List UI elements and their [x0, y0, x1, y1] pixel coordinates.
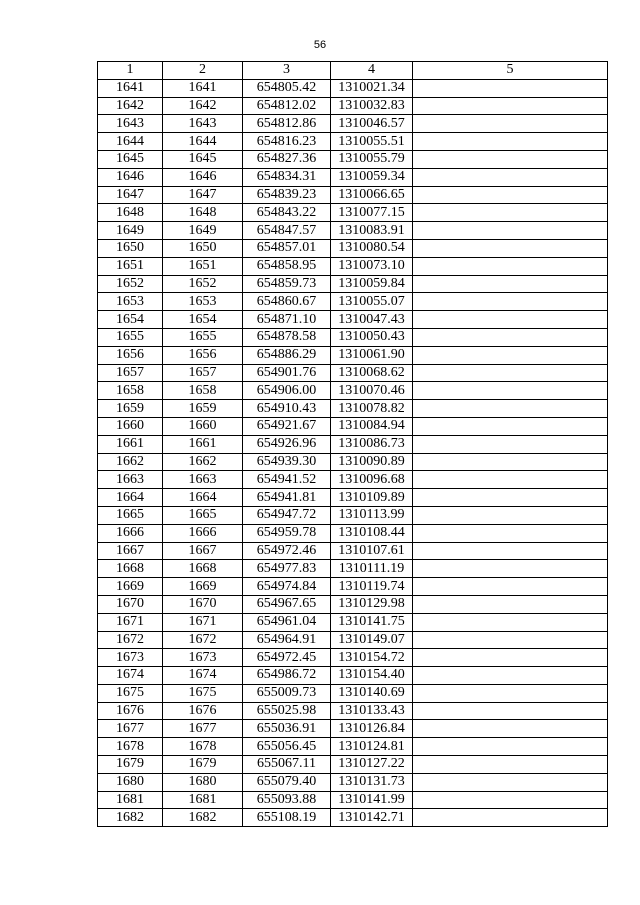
table-cell: 1676 — [98, 702, 163, 720]
table-cell: 1310142.71 — [331, 809, 413, 827]
table-cell — [413, 791, 608, 809]
table-cell: 1663 — [98, 471, 163, 489]
table-row — [98, 578, 608, 596]
table-row — [98, 400, 608, 418]
table-cell: 1310111.19 — [331, 560, 413, 578]
table-cell: 1674 — [98, 667, 163, 685]
table-cell — [413, 702, 608, 720]
table-cell: 1656 — [163, 346, 243, 364]
table-cell: 1670 — [163, 595, 243, 613]
table-cell — [413, 400, 608, 418]
table-cell — [413, 222, 608, 240]
table-cell — [413, 435, 608, 453]
table-cell — [413, 364, 608, 382]
table-cell — [413, 542, 608, 560]
table-cell: 1310109.89 — [331, 489, 413, 507]
table-cell: 1645 — [163, 150, 243, 168]
table-cell: 1669 — [163, 578, 243, 596]
table-cell — [413, 809, 608, 827]
table-row — [98, 115, 608, 133]
table-cell: 1643 — [163, 115, 243, 133]
table-cell: 1653 — [163, 293, 243, 311]
table-cell: 1660 — [98, 417, 163, 435]
table-cell — [413, 79, 608, 97]
table-cell: 1668 — [98, 560, 163, 578]
table-cell: 1310068.62 — [331, 364, 413, 382]
table-cell: 654974.84 — [243, 578, 331, 596]
table-cell: 1650 — [163, 239, 243, 257]
table-cell — [413, 756, 608, 774]
table-cell: 654886.29 — [243, 346, 331, 364]
table-header — [98, 62, 608, 80]
table-row — [98, 738, 608, 756]
table-cell: 654816.23 — [243, 133, 331, 151]
table-cell: 654921.67 — [243, 417, 331, 435]
table-cell: 1310126.84 — [331, 720, 413, 738]
table-cell — [413, 471, 608, 489]
table-row — [98, 257, 608, 275]
table-cell: 654812.86 — [243, 115, 331, 133]
column-header: 2 — [163, 62, 243, 80]
table-cell: 655108.19 — [243, 809, 331, 827]
table-cell: 1649 — [98, 222, 163, 240]
table-cell: 654847.57 — [243, 222, 331, 240]
table-row — [98, 489, 608, 507]
table-cell: 1650 — [98, 239, 163, 257]
table-cell — [413, 613, 608, 631]
table-cell — [413, 578, 608, 596]
table-cell: 1657 — [98, 364, 163, 382]
table-cell: 1682 — [98, 809, 163, 827]
table-cell: 654858.95 — [243, 257, 331, 275]
table-cell: 1679 — [98, 756, 163, 774]
table-cell: 1645 — [98, 150, 163, 168]
column-header: 5 — [413, 62, 608, 80]
table-cell: 655025.98 — [243, 702, 331, 720]
table-cell — [413, 560, 608, 578]
table-cell — [413, 595, 608, 613]
table-cell: 1644 — [163, 133, 243, 151]
table-cell: 1310047.43 — [331, 311, 413, 329]
table-cell: 654859.73 — [243, 275, 331, 293]
table-row — [98, 542, 608, 560]
table-row — [98, 613, 608, 631]
table-row — [98, 435, 608, 453]
table-row — [98, 293, 608, 311]
table-cell: 1663 — [163, 471, 243, 489]
table-cell: 1678 — [163, 738, 243, 756]
table-cell: 1646 — [163, 168, 243, 186]
table-cell: 1661 — [163, 435, 243, 453]
table-cell: 1677 — [163, 720, 243, 738]
table-cell: 1657 — [163, 364, 243, 382]
table-cell: 1310107.61 — [331, 542, 413, 560]
table-cell — [413, 346, 608, 364]
table-row — [98, 506, 608, 524]
table-cell: 655067.11 — [243, 756, 331, 774]
table-cell: 1667 — [98, 542, 163, 560]
table-cell: 1666 — [163, 524, 243, 542]
table-row — [98, 133, 608, 151]
table-cell: 1648 — [163, 204, 243, 222]
table-cell: 1664 — [163, 489, 243, 507]
table-row — [98, 631, 608, 649]
table-cell: 1310055.07 — [331, 293, 413, 311]
table-cell: 1681 — [163, 791, 243, 809]
table-cell: 1651 — [163, 257, 243, 275]
table-row — [98, 97, 608, 115]
table-cell: 654843.22 — [243, 204, 331, 222]
table-cell: 1652 — [163, 275, 243, 293]
table-cell: 1669 — [98, 578, 163, 596]
table-cell: 1642 — [98, 97, 163, 115]
table-row — [98, 702, 608, 720]
table-cell: 1310124.81 — [331, 738, 413, 756]
table-cell: 1675 — [163, 684, 243, 702]
table-cell: 655036.91 — [243, 720, 331, 738]
table-cell: 1310149.07 — [331, 631, 413, 649]
table-row — [98, 150, 608, 168]
table-cell: 1646 — [98, 168, 163, 186]
table-row — [98, 222, 608, 240]
table-cell: 654967.65 — [243, 595, 331, 613]
table-cell: 1680 — [163, 773, 243, 791]
table-cell: 1665 — [163, 506, 243, 524]
table-cell — [413, 133, 608, 151]
table-cell: 654939.30 — [243, 453, 331, 471]
table-cell: 1671 — [98, 613, 163, 631]
table-cell: 1310059.34 — [331, 168, 413, 186]
table-cell: 1644 — [98, 133, 163, 151]
table-row — [98, 560, 608, 578]
table-cell — [413, 738, 608, 756]
table-row — [98, 275, 608, 293]
table-cell: 1680 — [98, 773, 163, 791]
table-row — [98, 382, 608, 400]
table-cell: 1310061.90 — [331, 346, 413, 364]
table-cell: 1668 — [163, 560, 243, 578]
table-cell: 1310127.22 — [331, 756, 413, 774]
table-row — [98, 791, 608, 809]
table-cell: 1678 — [98, 738, 163, 756]
table-cell: 1310032.83 — [331, 97, 413, 115]
table-cell: 1670 — [98, 595, 163, 613]
table-cell: 1662 — [163, 453, 243, 471]
table-row — [98, 773, 608, 791]
table-cell: 654805.42 — [243, 79, 331, 97]
table-cell: 1651 — [98, 257, 163, 275]
table-cell: 654972.46 — [243, 542, 331, 560]
table-cell — [413, 524, 608, 542]
table-cell: 1667 — [163, 542, 243, 560]
table-row — [98, 667, 608, 685]
table-cell — [413, 649, 608, 667]
table-cell: 1665 — [98, 506, 163, 524]
table-row — [98, 346, 608, 364]
table-cell: 1662 — [98, 453, 163, 471]
table-cell: 654972.45 — [243, 649, 331, 667]
table-cell: 654834.31 — [243, 168, 331, 186]
table-cell: 1310141.75 — [331, 613, 413, 631]
table-cell: 1310078.82 — [331, 400, 413, 418]
table-cell: 1310083.91 — [331, 222, 413, 240]
table-cell: 655056.45 — [243, 738, 331, 756]
table-cell: 1682 — [163, 809, 243, 827]
table-cell: 1666 — [98, 524, 163, 542]
table-row — [98, 364, 608, 382]
table-cell: 654901.76 — [243, 364, 331, 382]
table-cell: 1310141.99 — [331, 791, 413, 809]
table-cell: 1656 — [98, 346, 163, 364]
table-cell: 654857.01 — [243, 239, 331, 257]
table-row — [98, 79, 608, 97]
table-cell — [413, 773, 608, 791]
table-cell: 1310046.57 — [331, 115, 413, 133]
table-cell — [413, 97, 608, 115]
table-cell: 1677 — [98, 720, 163, 738]
table-cell: 654906.00 — [243, 382, 331, 400]
table-row — [98, 204, 608, 222]
table-cell: 1310086.73 — [331, 435, 413, 453]
table-cell: 1310113.99 — [331, 506, 413, 524]
table-cell — [413, 720, 608, 738]
page-number: 56 — [313, 39, 327, 51]
table-cell: 1310077.15 — [331, 204, 413, 222]
table-cell: 1655 — [163, 328, 243, 346]
table-cell: 1310066.65 — [331, 186, 413, 204]
table-cell: 654860.67 — [243, 293, 331, 311]
table-cell: 654941.52 — [243, 471, 331, 489]
table-cell: 1654 — [98, 311, 163, 329]
table-cell — [413, 186, 608, 204]
table-cell: 1310080.54 — [331, 239, 413, 257]
table-cell: 654947.72 — [243, 506, 331, 524]
column-header: 3 — [243, 62, 331, 80]
table-cell: 1310154.40 — [331, 667, 413, 685]
table-cell: 654926.96 — [243, 435, 331, 453]
table-row — [98, 720, 608, 738]
table-cell: 1642 — [163, 97, 243, 115]
table-cell: 1647 — [163, 186, 243, 204]
table-cell: 1310084.94 — [331, 417, 413, 435]
table-cell: 654812.02 — [243, 97, 331, 115]
table-cell: 1310070.46 — [331, 382, 413, 400]
table-cell — [413, 168, 608, 186]
table-cell: 1660 — [163, 417, 243, 435]
table-cell: 1310073.10 — [331, 257, 413, 275]
table-cell: 1310050.43 — [331, 328, 413, 346]
table-cell — [413, 204, 608, 222]
table-body — [98, 79, 608, 826]
table-cell — [413, 453, 608, 471]
table-cell: 1671 — [163, 613, 243, 631]
table-cell: 654839.23 — [243, 186, 331, 204]
table-cell: 1673 — [163, 649, 243, 667]
table-row — [98, 649, 608, 667]
table-cell: 1659 — [163, 400, 243, 418]
table-cell: 654910.43 — [243, 400, 331, 418]
table-row — [98, 328, 608, 346]
table-cell: 1653 — [98, 293, 163, 311]
table-cell — [413, 257, 608, 275]
table-cell: 1654 — [163, 311, 243, 329]
table-cell: 654977.83 — [243, 560, 331, 578]
table-cell: 1675 — [98, 684, 163, 702]
table-cell: 1310059.84 — [331, 275, 413, 293]
table-cell: 1310096.68 — [331, 471, 413, 489]
table-cell — [413, 115, 608, 133]
column-header: 1 — [98, 62, 163, 80]
table-cell: 654878.58 — [243, 328, 331, 346]
table-cell: 655093.88 — [243, 791, 331, 809]
table-cell: 1681 — [98, 791, 163, 809]
table-cell — [413, 382, 608, 400]
table-cell: 1648 — [98, 204, 163, 222]
table-row — [98, 471, 608, 489]
table-cell: 1310154.72 — [331, 649, 413, 667]
table-cell: 1310119.74 — [331, 578, 413, 596]
table-cell: 1310140.69 — [331, 684, 413, 702]
column-header: 4 — [331, 62, 413, 80]
table-cell: 1310055.51 — [331, 133, 413, 151]
table-row — [98, 239, 608, 257]
table-cell: 1655 — [98, 328, 163, 346]
table-cell: 654959.78 — [243, 524, 331, 542]
table-cell — [413, 311, 608, 329]
table-cell: 1674 — [163, 667, 243, 685]
table-row — [98, 417, 608, 435]
table-cell: 1310090.89 — [331, 453, 413, 471]
table-cell: 1641 — [163, 79, 243, 97]
table-cell — [413, 631, 608, 649]
table-cell: 1672 — [163, 631, 243, 649]
table-cell: 1676 — [163, 702, 243, 720]
table-cell — [413, 239, 608, 257]
table-cell: 654941.81 — [243, 489, 331, 507]
table-cell — [413, 275, 608, 293]
table-cell: 654961.04 — [243, 613, 331, 631]
table-cell: 1664 — [98, 489, 163, 507]
table-row — [98, 168, 608, 186]
header-row — [98, 62, 608, 80]
table-cell: 655079.40 — [243, 773, 331, 791]
table-row — [98, 311, 608, 329]
table-cell: 1661 — [98, 435, 163, 453]
coordinates-table — [97, 61, 608, 827]
table-row — [98, 524, 608, 542]
table-cell: 1310131.73 — [331, 773, 413, 791]
table-cell: 655009.73 — [243, 684, 331, 702]
table-cell: 654871.10 — [243, 311, 331, 329]
table-cell: 1310021.34 — [331, 79, 413, 97]
table-cell: 654986.72 — [243, 667, 331, 685]
table-row — [98, 453, 608, 471]
table-cell: 1310133.43 — [331, 702, 413, 720]
table-cell: 1679 — [163, 756, 243, 774]
table-cell: 654964.91 — [243, 631, 331, 649]
table-cell — [413, 506, 608, 524]
table-row — [98, 684, 608, 702]
table-row — [98, 809, 608, 827]
table-cell: 1641 — [98, 79, 163, 97]
table-cell: 654827.36 — [243, 150, 331, 168]
table-cell — [413, 328, 608, 346]
table-cell: 1310108.44 — [331, 524, 413, 542]
table-cell — [413, 417, 608, 435]
table-cell: 1643 — [98, 115, 163, 133]
table-cell: 1673 — [98, 649, 163, 667]
table-cell — [413, 684, 608, 702]
table-cell: 1672 — [98, 631, 163, 649]
table-cell: 1659 — [98, 400, 163, 418]
table-row — [98, 186, 608, 204]
table-cell — [413, 667, 608, 685]
table-cell: 1649 — [163, 222, 243, 240]
table-cell: 1658 — [163, 382, 243, 400]
table-row — [98, 595, 608, 613]
table-cell: 1652 — [98, 275, 163, 293]
table-cell: 1658 — [98, 382, 163, 400]
table-row — [98, 756, 608, 774]
table-cell: 1647 — [98, 186, 163, 204]
table-cell — [413, 489, 608, 507]
table-cell: 1310129.98 — [331, 595, 413, 613]
table-cell: 1310055.79 — [331, 150, 413, 168]
table-cell — [413, 150, 608, 168]
table-cell — [413, 293, 608, 311]
